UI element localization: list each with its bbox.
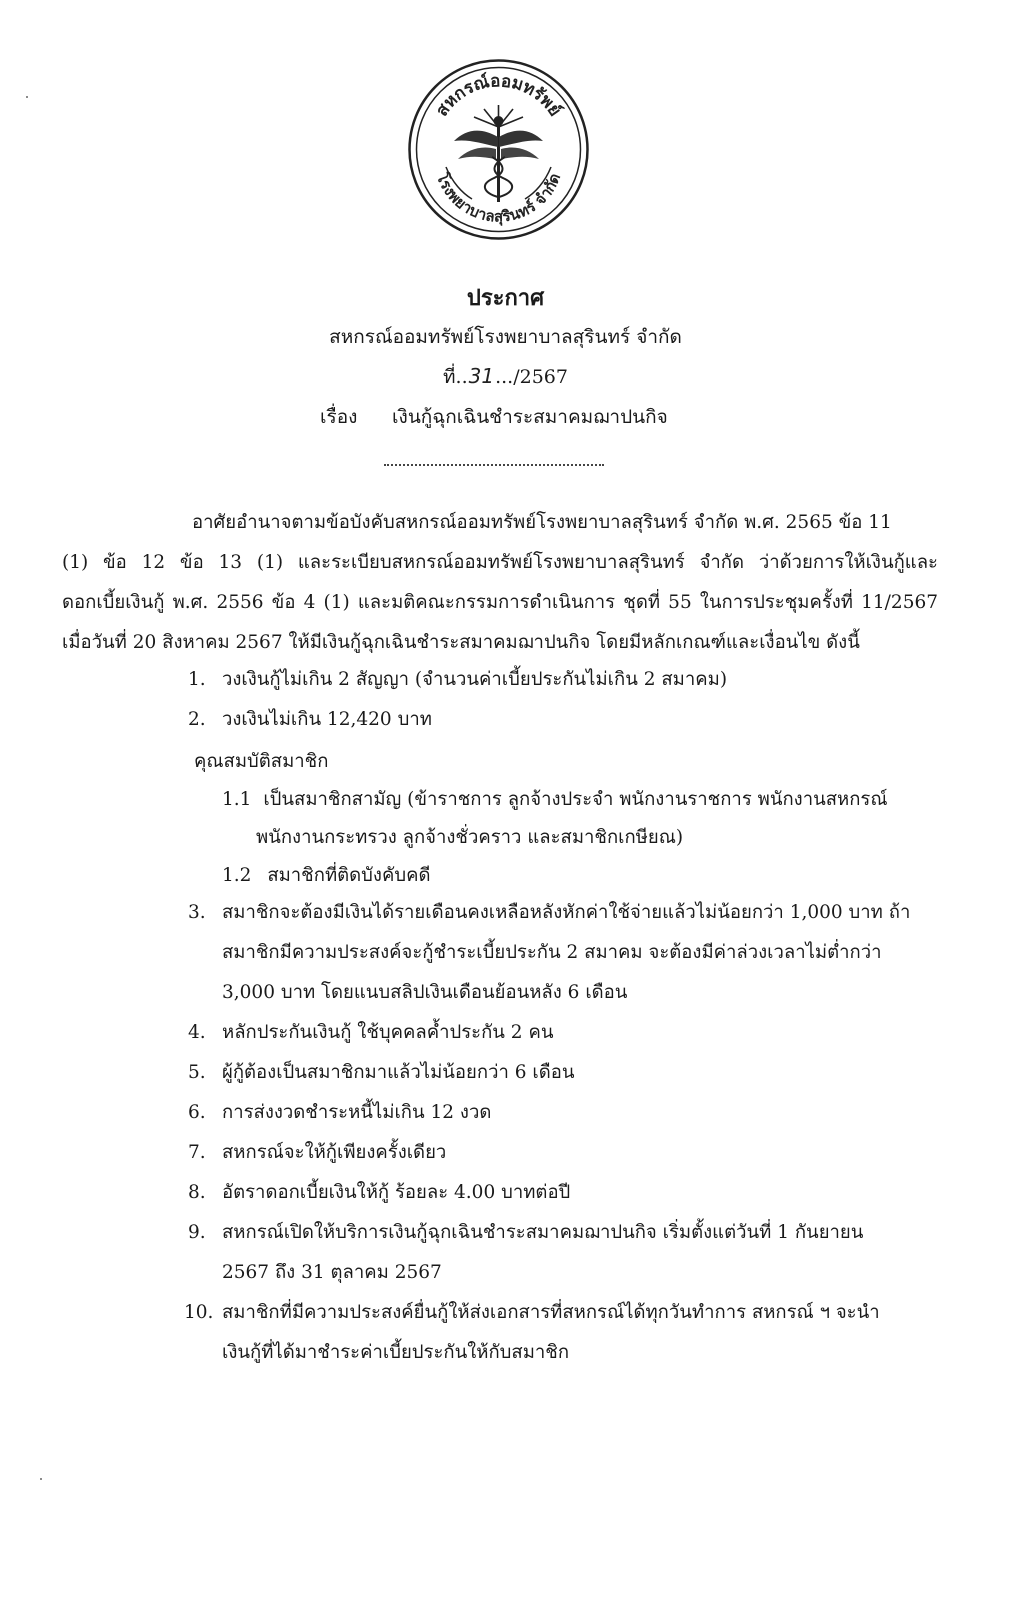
sub-text: สมาชิกที่ติดบังคับคดี <box>267 865 431 886</box>
scan-speck <box>40 1478 42 1480</box>
item-text: วงเงินกู้ไม่เกิน 2 สัญญา (จำนวนค่าเบี้ยประกันไม่เกิน 2 สมาคม) <box>222 669 728 690</box>
item-number: 1. <box>188 669 206 690</box>
item-text: สมาชิกจะต้องมีเงินได้รายเดือนคงเหลือหลังหักค่าใช้จ่ายแล้วไม่น้อยกว่า 1,000 บาท ถ้า <box>222 902 911 923</box>
item-number: 4. <box>188 1022 206 1043</box>
item-text: หลักประกันเงินกู้ ใช้บุคคลค้ำประกัน 2 คน <box>222 1022 554 1043</box>
sub-number: 1.2 <box>222 865 252 886</box>
sub-text: เป็นสมาชิกสามัญ (ข้าราชการ ลูกจ้างประจำ พนักงานราชการ พนักงานสหกรณ์ <box>263 789 888 810</box>
item-number: 3. <box>188 902 206 923</box>
qualifications-heading: คุณสมบัติสมาชิก <box>194 751 329 772</box>
item-text: ผู้กู้ต้องเป็นสมาชิกมาแล้วไม่น้อยกว่า 6 เดือน <box>222 1062 575 1083</box>
item-text: วงเงินไม่เกิน 12,420 บาท <box>222 709 432 730</box>
svg-text:สหกรณ์ออมทรัพย์: สหกรณ์ออมทรัพย์ <box>432 71 565 121</box>
scan-speck <box>26 96 28 98</box>
item-text: 3,000 บาท โดยแนบสลิปเงินเดือนย้อนหลัง 6 เดือน <box>222 982 628 1003</box>
item-text: สมาชิกที่มีความประสงค์ยื่นกู้ให้ส่งเอกสารที่สหกรณ์ได้ทุกวันทำการ สหกรณ์ ฯ จะนำ <box>222 1302 880 1323</box>
intro-line: เมื่อวันที่ 20 สิงหาคม 2567 ให้มีเงินกู้ฉุกเฉินชำระสมาคมฌาปนกิจ โดยมีหลักเกณฑ์และเงื่อนไข ดังนี้ <box>62 632 860 653</box>
qualification-item <box>222 780 888 820</box>
announcement-title: ประกาศ <box>466 285 545 311</box>
subject-line <box>320 402 668 432</box>
subject-text: เงินกู้ฉุกเฉินชำระสมาคมฌาปนกิจ <box>392 406 668 428</box>
item-text: เงินกู้ที่ได้มาชำระค่าเบี้ยประกันให้กับสมาชิก <box>222 1342 570 1363</box>
item-number: 10. <box>184 1302 214 1323</box>
svg-text:โรงพยาบาลสุรินทร์ จำกัด: โรงพยาบาลสุรินทร์ จำกัด <box>432 170 565 226</box>
item-number: 8. <box>188 1182 206 1203</box>
intro-line: อาศัยอำนาจตามข้อบังคับสหกรณ์ออมทรัพย์โรงพยาบาลสุรินทร์ จำกัด พ.ศ. 2565 ข้อ 11 <box>192 512 892 533</box>
item-number: 7. <box>188 1142 206 1163</box>
announcement-number: ที่..31.../2567 <box>443 364 568 388</box>
intro-line: ดอกเบี้ยเงินกู้ พ.ศ. 2556 ข้อ 4 (1) และมติคณะกรรมการดำเนินการ ชุดที่ 55 ในการประชุมครั้งที่ 11/2567 <box>62 592 938 613</box>
item-number: 2. <box>188 709 206 730</box>
number-suffix: /2567 <box>513 366 568 388</box>
item-number: 6. <box>188 1102 206 1123</box>
item-number: 9. <box>188 1222 206 1243</box>
item-text: สหกรณ์เปิดให้บริการเงินกู้ฉุกเฉินชำระสมาคมฌาปนกิจ เริ่มตั้งแต่วันที่ 1 กันยายน <box>222 1222 864 1243</box>
cooperative-seal-logo <box>406 57 591 242</box>
subject-label: เรื่อง <box>320 406 358 428</box>
item-text: การส่งงวดชำระหนี้ไม่เกิน 12 งวด <box>222 1102 492 1123</box>
intro-paragraph <box>62 503 938 663</box>
item-text: สมาชิกมีความประสงค์จะกู้ชำระเบี้ยประกัน 2 สมาคม จะต้องมีค่าล่วงเวลาไม่ต่ำกว่า <box>222 942 882 963</box>
item-text: สหกรณ์จะให้กู้เพียงครั้งเดียว <box>222 1142 447 1163</box>
intro-line: (1) ข้อ 12 ข้อ 13 (1) และระเบียบสหกรณ์ออมทรัพย์โรงพยาบาลสุรินทร์ จำกัด ว่าด้วยการให้เงินกู้และ <box>62 552 938 573</box>
sub-number: 1.1 <box>222 789 252 810</box>
qualification-item <box>222 856 430 896</box>
item-text: 2567 ถึง 31 ตุลาคม 2567 <box>222 1262 442 1283</box>
number-prefix: ที่ <box>443 366 456 388</box>
dotted-separator <box>384 460 604 466</box>
handwritten-number: 31 <box>468 364 495 388</box>
item-text: อัตราดอกเบี้ยเงินให้กู้ ร้อยละ 4.00 บาทต่อปี <box>222 1182 571 1203</box>
organization-name: สหกรณ์ออมทรัพย์โรงพยาบาลสุรินทร์ จำกัด <box>329 326 682 348</box>
qualification-item-continued: พนักงานกระทรวง ลูกจ้างชั่วคราว และสมาชิกเกษียณ) <box>256 827 684 848</box>
item-number: 5. <box>188 1062 206 1083</box>
